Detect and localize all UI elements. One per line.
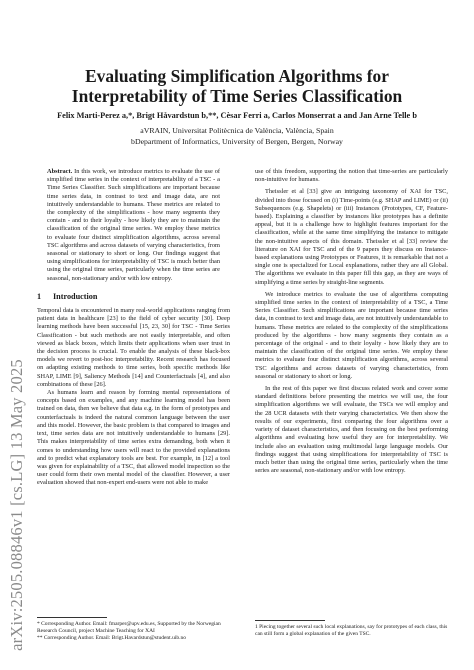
- body-paragraph: Temporal data is encountered in many real-world applications ranging from patient data in healthcare [23] to the field of cyber security [30]. Deep learning methods have been successful [15, 23, 30] for TSC - Time Series Classification - but such methods are not easily interpretable, and often viewed as black boxes, which limits their applications when user trust in the decision process is crucial. To enable the analysis of these black-box models we revert to post-hoc interpretability. Recent research has focused on adapting existing methods to time series, both specific methods like SHAP, LIME [9], Saliency Methods [14] and Counterfactuals [4], and also combinations of these [26].: [37, 307, 230, 388]
- body-paragraph: We introduce metrics to evaluate the use of algorithms computing simplified time series in the context of interpretability of a TSC, a Time Series Classifier. Such simplifications are important because time series data, in contrast to text and image data, are not intuitively understandable to humans. These metrics are related to the complexity of the simplifications produced by the algorithms - how many segments they contain as a percentage of the original - and to their loyalty - how likely they are to maintain the classification of the original time series. We employ these metrics to evaluate four distinct simplification algorithms, across several TSC algorithms and across datasets of varying characteristics, from seasonal or stationary to short or long.: [255, 290, 448, 380]
- body-paragraph: As humans learn and reason by forming mental representations of concepts based on examples, and any machine learning model has been trained on data, then we believe that data e.g. in the form of prototypes and counterfactuals is indeed the natural common language between the user and this model. However, the basic problem is that compared to images and text, time series data are not intuitively understandable to humans [29]. This makes interpretability of time series extra demanding, both when it comes to understanding how users will react to the provided explanations and to predict what explanatory tools are best. For example, in [12] a tool was given for explainability of a TSC, that allowed model inspection so the user could form their own mental model of the classifier. However, a user evaluation showed that non-expert end-users were not able to make: [37, 389, 230, 487]
- footnote-corresponding-2: ** Corresponding Author. Email: Brigt.Havardstun@student.uib.no: [37, 635, 186, 642]
- abstract: [37, 168, 230, 283]
- right-column: [255, 168, 448, 475]
- abstract-text: In this work, we introduce metrics to evaluate the use of simplified time series in the context of interpretability of a TSC - a Time Series Classifier. Such simplifications are important because time series data, in contrast to text and image data, are not intuitively understandable to humans. These metrics are related to the complexity of the simplifications - how many segments they contain - and to their loyalty - how likely they are to maintain the classification of the original time series. We employ these metrics to evaluate four distinct simplification algorithms, across several TSC algorithms and across datasets of varying characteristics, from seasonal or stationary to short or long. Our findings suggest that using simplifications for interpretability of TSC is much better than using the original time series, particularly when the time series are seasonal, non-stationary and/or with low entropy.: [47, 168, 220, 282]
- section-number: 1: [37, 291, 42, 301]
- footnotes-right: [255, 620, 448, 638]
- body-paragraph: In the rest of this paper we first discuss related work and cover some standard definitions before presenting the metrics we will use, the four simplification algorithms we will evaluate, the TSCs we will employ and the 28 UCR datasets with their varying characteristics. We then show the results of our experiments, first comparing the four algorithms over a variety of dataset characteristics, and then focusing on the best performing algorithms and evaluating how useful they are for interpretability. We include also an evaluation using multimodal large language models. Our findings suggest that using simplifications for interpretability of TSC is much better than using the original time series, particularly when the time series are seasonal, non-stationary and/or with low entropy.: [255, 385, 448, 475]
- footnote-rule: [37, 617, 107, 618]
- arxiv-identifier: arXiv:2505.08846v1 [cs.LG] 13 May 2025: [7, 359, 26, 651]
- paper-title: Evaluating Simplification Algorithms for Interpretability of Time Series Classification: [71, 66, 403, 106]
- affiliations: [30, 125, 444, 147]
- footnote-corresponding-1: * Corresponding Author. Email: fmarper@upv.edu.es, Supported by the Norwegian Research Council, project Machine Teaching for XAI: [37, 621, 221, 635]
- abstract-label: Abstract.: [47, 168, 73, 175]
- footnote-1: 1 Piecing together several such local explanations, say for prototypes of each class, this can still form a global explanation of the given TSC.: [255, 624, 448, 638]
- body-paragraph: use of this freedom, supporting the notion that time-series are particularly non-intuitive for humans.: [255, 168, 448, 184]
- left-column: [37, 168, 230, 488]
- affiliation-a: aVRAIN, Universitat Politècnica de València, València, Spain: [140, 126, 334, 135]
- affiliation-b: bDepartment of Informatics, University of Bergen, Bergen, Norway: [131, 137, 343, 146]
- arxiv-side-stamp: [4, 175, 30, 651]
- footnotes-left: [37, 617, 230, 643]
- author-list: Felix Marti-Perez a,*, Brigt Håvardstun b,**, Cèsar Ferri a, Carlos Monserrat a and Jan Arne Telle b: [57, 111, 417, 120]
- footnote-rule: [255, 620, 325, 621]
- section-heading-introduction: [37, 293, 230, 301]
- section-title: Introduction: [53, 291, 98, 301]
- body-paragraph: Theissler et al [33] give an intriguing taxonomy of XAI for TSC, divided into those focused on (i) Time-points (e.g. SHAP and LIME) or (ii) Subsequences (e.g. Shapelets) or (iii) Instances (Prototypes, CF, Feature-based). Explaining a classifier by instances like prototypes has a definite appeal, but it is a challenge how to highlight features important for the classification, while at the same time simplifying the instance to mitigate the non-intuitive aspects of this domain. Theissler et al [33] review the literature on XAI for TSC and of the 9 papers they discuss on Instance-based explanations using Prototypes or Features, it is remarkable that not a single one is specialized for Local explanations, rather they are all Global. The algorithms we evaluate in this paper fill this gap, as they are ways of simplifying a time series by straight-line segments.: [255, 188, 448, 286]
